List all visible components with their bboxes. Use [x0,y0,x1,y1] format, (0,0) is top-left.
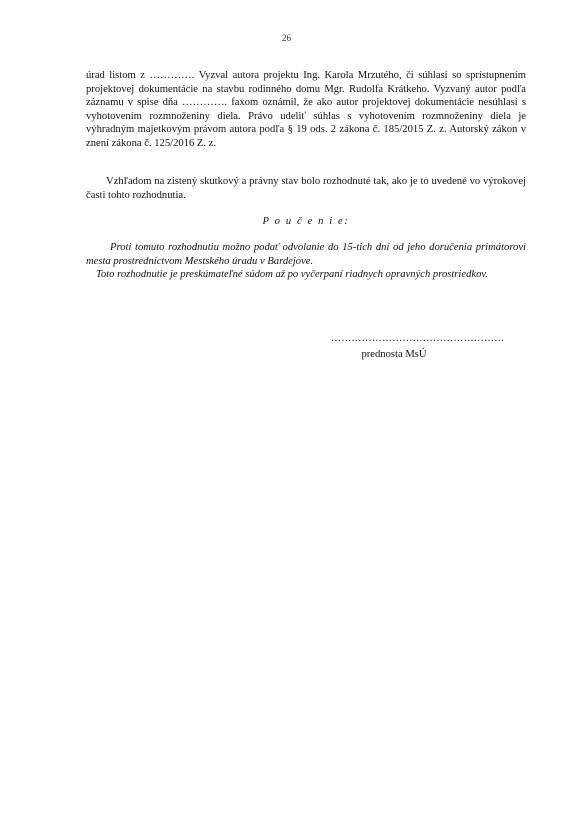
instruction-block [86,241,526,282]
instruction-review-text: Toto rozhodnutie je preskúmateľné súdom až po vyčerpaní riadnych opravných prostriedkov. [96,269,488,281]
page-number: 26 [282,33,291,43]
signature-line: …………………………………………… [331,333,505,344]
signature-title: prednosta MsÚ [361,349,427,360]
body-paragraph-2 [86,175,526,202]
paragraph-text: úrad listom z …………. Vyzval autora projektu Ing. Karola Mrzutého, či súhlasí so sprístupnením projektovej dokumentácie na stavbu rodinného domu Mgr. Rudolfa Krátkeho. Vyzvaný autor podľa záznamu v spise dňa …………. faxom oznámil, že ako autor projektovej dokumentácie nesúhlasí s vyhotovením rozmnoženiny diela. Právo udeliť súhlas s vyhotovením rozmnoženiny diela je výhradným majetkovým právom autora podľa § 19 ods. 2 zákona č. 185/2015 Z. z. Autorský zákon v znení zákona č. 125/2016 Z. z. [86,70,526,149]
instruction-heading: P o u č e n i e: [262,216,350,227]
instruction-appeal-text: Proti tomuto rozhodnutiu možno podať odvolanie do 15-tich dní od jeho doručenia primátorovi mesta prostredníctvom Mestského úradu v Bardejove. [86,242,526,267]
paragraph-text: Vzhľadom na zistený skutkový a právny stav bolo rozhodnuté tak, ako je to uvedené vo výrokovej časti tohto rozhodnutia. [86,176,526,201]
body-paragraph-1 [86,69,526,151]
